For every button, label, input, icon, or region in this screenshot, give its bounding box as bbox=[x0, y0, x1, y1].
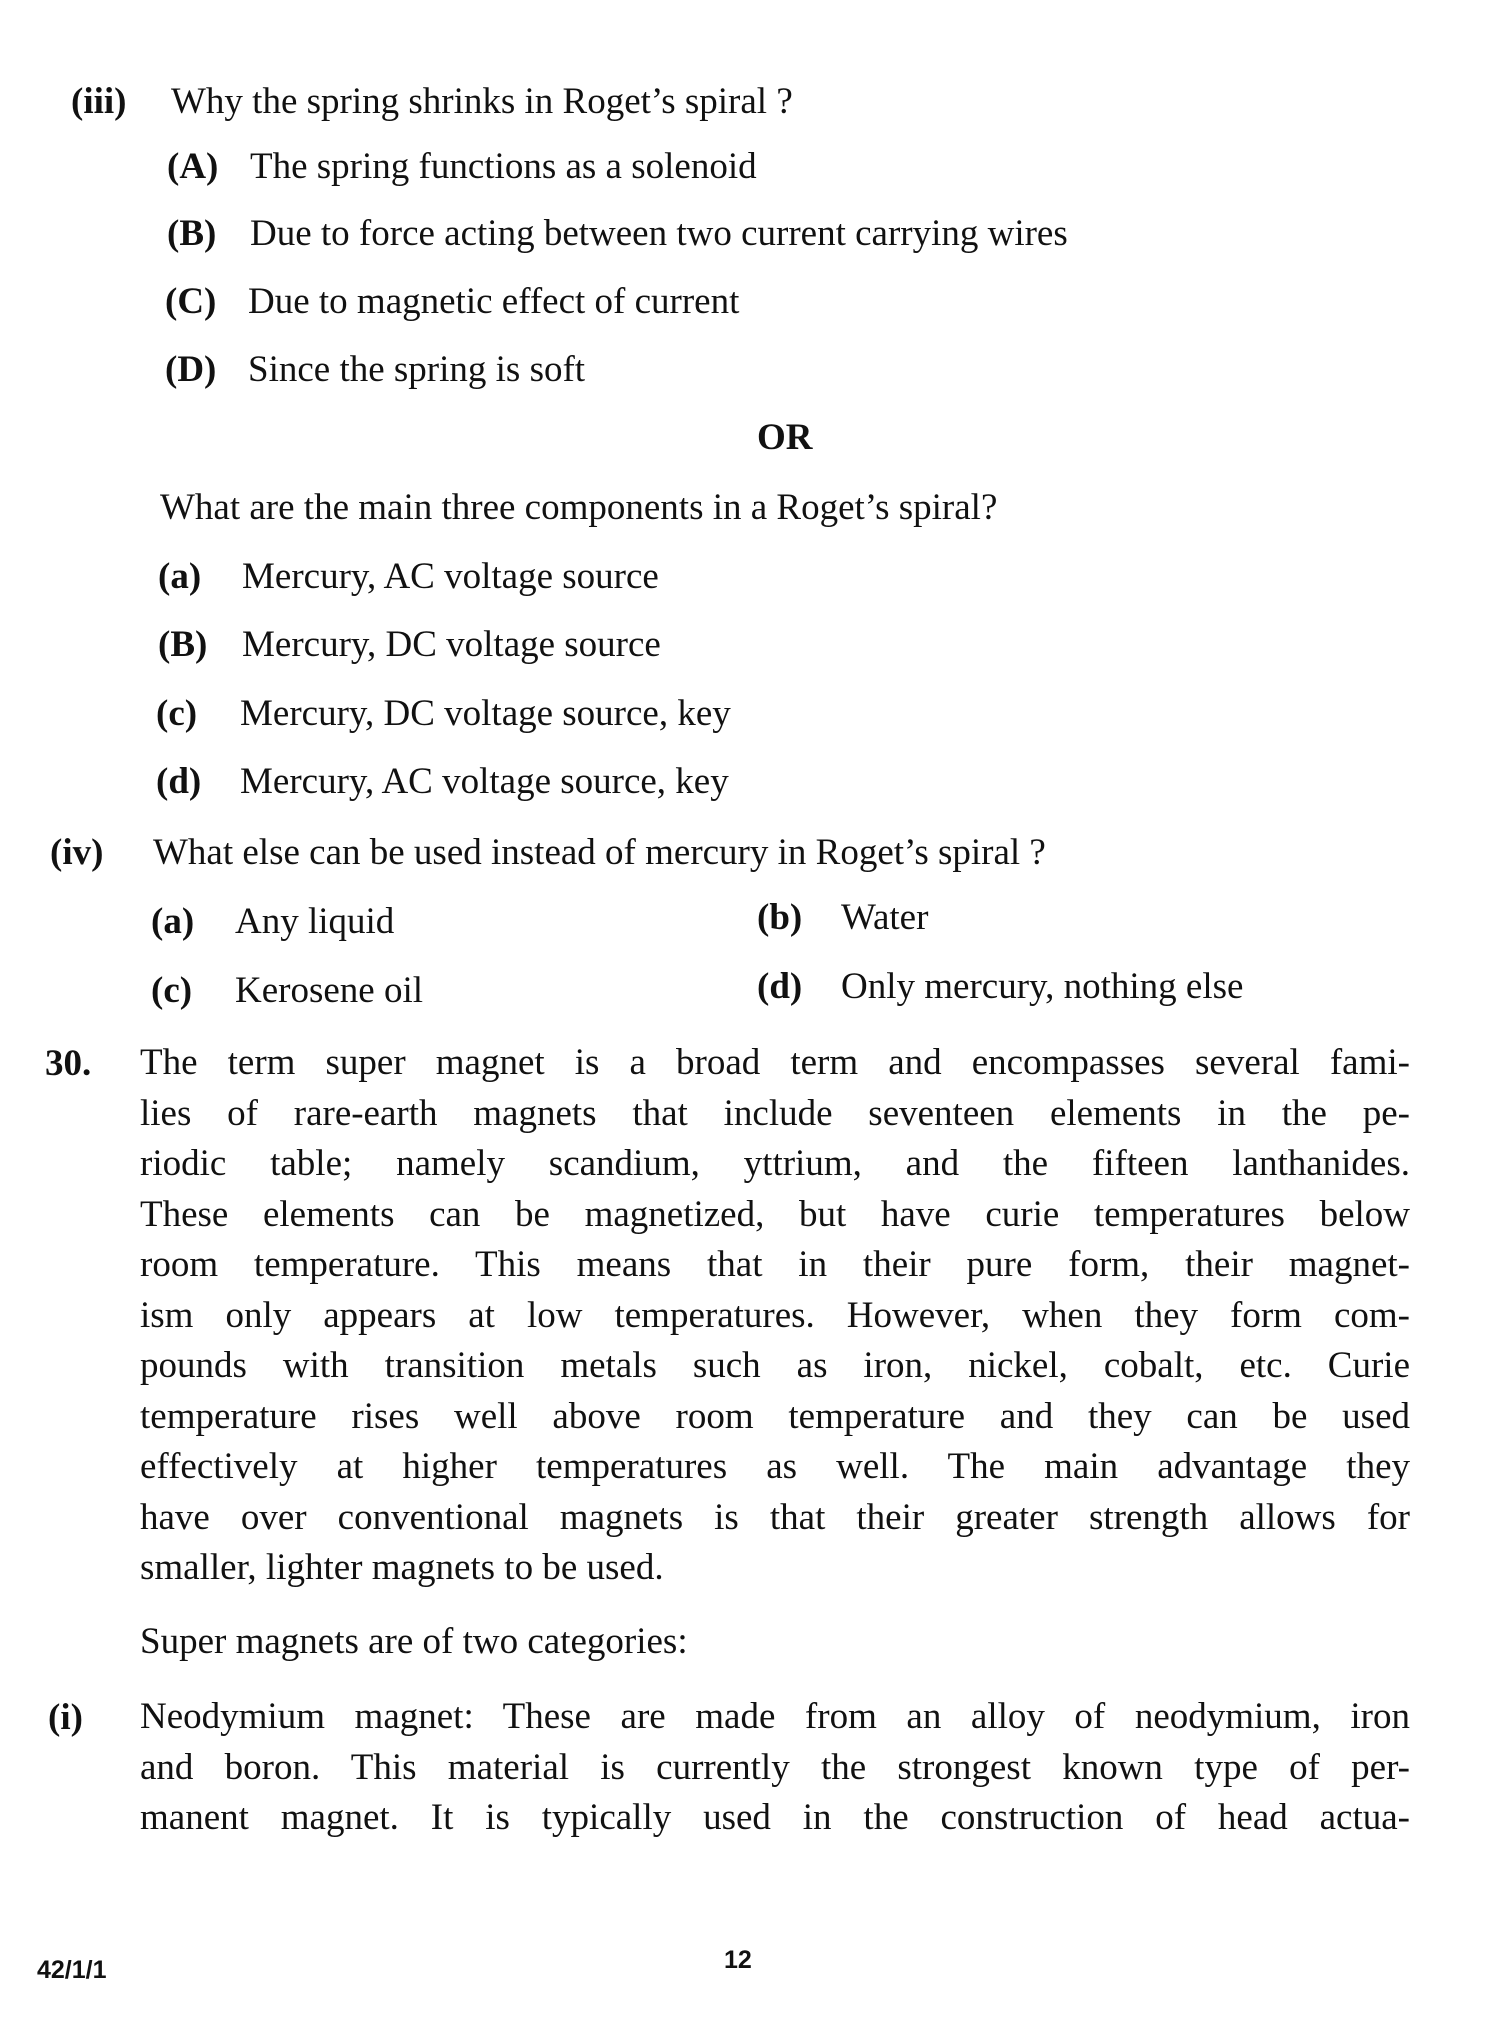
option-label: (c) bbox=[151, 970, 193, 1011]
option-b bbox=[167, 212, 1068, 256]
question-iii-alt bbox=[160, 486, 997, 530]
option-a bbox=[167, 145, 757, 189]
option-text: Mercury, DC voltage source, key bbox=[240, 693, 731, 734]
option-text: Any liquid bbox=[235, 901, 395, 942]
alt-option-b bbox=[158, 623, 661, 667]
iv-option-d bbox=[757, 965, 1243, 1009]
option-label: (A) bbox=[167, 146, 219, 187]
option-label: (B) bbox=[158, 624, 208, 665]
sub-item-i-text bbox=[140, 1692, 1410, 1844]
passage-line: room temperature. This means that in their pure form, their magnet- bbox=[140, 1244, 1410, 1285]
or-separator: OR bbox=[757, 417, 813, 458]
option-text: Since the spring is soft bbox=[248, 349, 586, 390]
option-label: (C) bbox=[165, 281, 217, 322]
alt-option-a bbox=[158, 555, 659, 599]
option-c bbox=[165, 280, 739, 324]
passage-line: pounds with transition metals such as iron, nickel, cobalt, etc. Curie bbox=[140, 1345, 1410, 1386]
page-number: 12 bbox=[724, 1946, 752, 1974]
paper-code: 42/1/1 bbox=[37, 1956, 107, 1984]
option-text: Mercury, AC voltage source, key bbox=[240, 761, 729, 802]
passage-line: lies of rare-earth magnets that include seventeen elements in the pe- bbox=[140, 1092, 1410, 1134]
option-text: Only mercury, nothing else bbox=[841, 966, 1244, 1007]
option-label: (a) bbox=[158, 556, 202, 597]
passage-line: riodic table; namely scandium, yttrium, and the fifteen lanthanides. bbox=[140, 1143, 1410, 1184]
alt-option-c bbox=[156, 692, 731, 736]
passage-line: smaller, lighter magnets to be used. bbox=[140, 1547, 664, 1588]
passage-line: manent magnet. It is typically used in the construction of head actua- bbox=[140, 1797, 1410, 1838]
iv-option-b bbox=[757, 896, 928, 940]
option-label: (c) bbox=[156, 693, 198, 734]
question-number-30: 30. bbox=[45, 1043, 92, 1084]
sub-item-i-label: (i) bbox=[48, 1697, 83, 1738]
alt-option-d bbox=[156, 760, 729, 804]
passage-line: These elements can be magnetized, but have curie temperatures below bbox=[140, 1193, 1410, 1235]
question-iv bbox=[50, 831, 1046, 875]
passage-line: and boron. This material is currently the strongest known type of per- bbox=[140, 1746, 1410, 1788]
passage-line: effectively at higher temperatures as well. The main advantage they bbox=[140, 1446, 1410, 1487]
question-30-passage bbox=[140, 1038, 1410, 1594]
passage-line: The term super magnet is a broad term and encompasses several fami- bbox=[140, 1042, 1410, 1083]
option-text: Kerosene oil bbox=[235, 970, 424, 1011]
question-text: Why the spring shrinks in Roget’s spiral ? bbox=[171, 81, 793, 122]
option-label: (d) bbox=[156, 761, 202, 802]
option-label: (D) bbox=[165, 349, 217, 390]
passage-line: ism only appears at low temperatures. However, when they form com- bbox=[140, 1294, 1410, 1336]
passage-line: Neodymium magnet: These are made from an alloy of neodymium, iron bbox=[140, 1696, 1410, 1737]
option-label: (a) bbox=[151, 901, 195, 942]
question-text: What else can be used instead of mercury in Roget’s spiral ? bbox=[153, 832, 1046, 873]
option-text: Water bbox=[841, 897, 929, 938]
option-label: (d) bbox=[757, 966, 803, 1007]
iv-option-a bbox=[151, 900, 394, 944]
question-label: (iv) bbox=[50, 832, 104, 873]
option-text: Mercury, AC voltage source bbox=[242, 556, 659, 597]
option-label: (b) bbox=[757, 897, 803, 938]
iv-option-c bbox=[151, 969, 423, 1013]
option-d bbox=[165, 348, 585, 392]
option-text: Due to magnetic effect of current bbox=[248, 281, 740, 322]
question-iii bbox=[71, 80, 793, 124]
question-text: What are the main three components in a Roget’s spiral? bbox=[160, 487, 998, 528]
passage-line: have over conventional magnets is that their greater strength allows for bbox=[140, 1496, 1410, 1538]
question-label: (iii) bbox=[71, 81, 127, 122]
categories-intro: Super magnets are of two categories: bbox=[140, 1621, 688, 1662]
option-text: Mercury, DC voltage source bbox=[242, 624, 661, 665]
option-text: Due to force acting between two current carrying wires bbox=[250, 213, 1068, 254]
passage-line: temperature rises well above room temperature and they can be used bbox=[140, 1395, 1410, 1437]
option-label: (B) bbox=[167, 213, 217, 254]
option-text: The spring functions as a solenoid bbox=[250, 146, 757, 187]
